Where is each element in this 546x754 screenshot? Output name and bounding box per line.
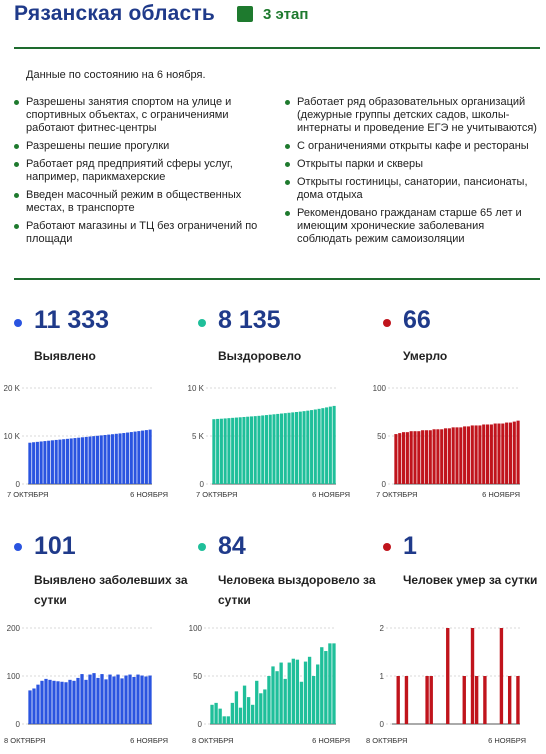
measure-text: Открыты парки и скверы (297, 158, 424, 170)
stat-label: Выздоровело (218, 349, 302, 363)
bar (308, 657, 311, 724)
bar (402, 432, 405, 484)
bar (272, 414, 275, 484)
y-tick-label: 5 K (191, 432, 204, 441)
bar (429, 430, 432, 484)
dot-icon (14, 319, 22, 327)
bar (483, 676, 486, 724)
bar (120, 678, 123, 724)
bar (36, 685, 39, 724)
bar (314, 410, 317, 484)
x-tick-label-start: 7 ОКТЯБРЯ (7, 490, 49, 499)
bar (220, 419, 223, 484)
y-tick-label: 0 (15, 720, 20, 729)
stat-label: Человека выздоровело за сутки (218, 573, 376, 607)
measures-left-list (14, 96, 269, 251)
bar (134, 432, 137, 484)
bar (242, 417, 245, 484)
measure-item (14, 189, 269, 215)
bar (128, 675, 131, 724)
bar (321, 408, 324, 484)
bar (304, 662, 307, 724)
bar (299, 412, 302, 484)
x-tick-label-end: 6 НОЯБРЯ (130, 490, 168, 499)
bar (246, 417, 249, 484)
y-tick-label: 50 (377, 432, 386, 441)
bullet-icon (14, 100, 19, 105)
bar (88, 437, 91, 484)
bar (500, 628, 503, 724)
bar (433, 429, 436, 484)
bar (509, 423, 512, 484)
bar (92, 673, 95, 724)
bullet-icon (14, 144, 19, 149)
bar (295, 412, 298, 484)
x-tick-label-start: 7 ОКТЯБРЯ (376, 490, 418, 499)
y-tick-label: 100 (372, 384, 386, 393)
measure-text: Работает ряд предприятий сферы услуг, например, парикмахерские (26, 158, 233, 183)
chart-daily-confirmed (0, 622, 182, 748)
bar (247, 697, 250, 724)
bar (259, 693, 262, 724)
bar (51, 440, 54, 484)
bar (122, 433, 125, 484)
bar (310, 410, 313, 484)
bar (115, 434, 118, 484)
bar (306, 411, 309, 484)
bar (254, 416, 257, 484)
bar (280, 414, 283, 484)
bar (463, 426, 466, 484)
bar (235, 691, 238, 724)
y-tick-label: 1 (379, 672, 384, 681)
bar (261, 415, 264, 484)
bar (463, 676, 466, 724)
bar (329, 407, 332, 484)
bar (84, 680, 87, 724)
bar (235, 418, 238, 484)
bar (112, 676, 115, 724)
bar (284, 413, 287, 484)
bar (212, 419, 215, 484)
bullet-icon (14, 224, 19, 229)
bar (517, 421, 520, 484)
stat-value: 8 135 (218, 306, 281, 334)
bar (218, 709, 221, 724)
measure-text: Введен масочный режим в общественных местах, в транспорте (26, 189, 242, 214)
bar (425, 430, 428, 484)
chart-confirmed (0, 378, 182, 502)
bar (76, 678, 79, 724)
stat-value: 1 (403, 532, 417, 560)
bar (36, 442, 39, 484)
measure-text: Разрешены занятия спортом на улице и спортивных объектах, с ограничениями работают фитнес-центры (26, 96, 232, 134)
dot-icon (383, 319, 391, 327)
bar (300, 682, 303, 724)
bar (325, 407, 328, 484)
bar (284, 679, 287, 724)
measure-item (285, 140, 540, 153)
bar (227, 418, 230, 484)
bar (126, 433, 129, 484)
bar (513, 422, 516, 484)
y-tick-label: 0 (197, 720, 202, 729)
bullet-icon (285, 100, 290, 105)
bullet-icon (14, 162, 19, 167)
dot-icon (198, 543, 206, 551)
bar (130, 432, 133, 484)
measure-item (14, 96, 269, 135)
bar (32, 442, 35, 484)
chart-daily-recovered (182, 622, 364, 748)
bar (223, 716, 226, 724)
bar (88, 675, 91, 724)
x-tick-label-end: 6 НОЯБРЯ (488, 736, 526, 745)
bar (421, 430, 424, 484)
bullet-icon (285, 144, 290, 149)
bar (149, 430, 152, 484)
bar (490, 424, 493, 484)
bar (92, 436, 95, 484)
divider-top (14, 47, 540, 49)
bar (100, 435, 103, 484)
y-tick-label: 200 (6, 624, 20, 633)
bar (66, 439, 69, 484)
bar (100, 674, 103, 724)
measure-item (285, 96, 540, 135)
bar (48, 680, 51, 724)
bar (96, 436, 99, 484)
bar (263, 689, 266, 724)
bar (471, 425, 474, 484)
y-tick-label: 100 (6, 672, 20, 681)
bar (275, 671, 278, 724)
bar (108, 675, 111, 724)
bar (227, 716, 230, 724)
bar (145, 430, 148, 484)
bar (328, 643, 331, 724)
stat-label: Выявлено (34, 349, 96, 363)
stat-label: Выявлено заболевших за сутки (34, 573, 188, 607)
x-tick-label-start: 8 ОКТЯБРЯ (4, 736, 46, 745)
bar (243, 686, 246, 724)
bar (72, 681, 75, 724)
y-tick-label: 20 K (3, 384, 20, 393)
y-tick-label: 10 K (187, 384, 204, 393)
bar (296, 660, 299, 724)
bar (137, 431, 140, 484)
bar (516, 676, 519, 724)
dot-icon (14, 543, 22, 551)
measures-right-list (285, 96, 540, 251)
bar (452, 427, 455, 484)
x-tick-label-end: 6 НОЯБРЯ (130, 736, 168, 745)
bar (430, 676, 433, 724)
y-tick-label: 0 (15, 480, 20, 489)
x-tick-label-start: 8 ОКТЯБРЯ (192, 736, 234, 745)
stage-label: 3 этап (263, 5, 309, 23)
measure-item (14, 158, 269, 184)
bar (140, 676, 143, 724)
bar (68, 680, 71, 724)
measure-text: Работают магазины и ТЦ без ограничений по площади (26, 220, 258, 245)
divider-middle (14, 278, 540, 280)
bar (40, 441, 43, 484)
bar (257, 416, 260, 484)
header (14, 0, 308, 28)
bar (70, 438, 73, 484)
bar (292, 659, 295, 724)
bar (148, 676, 151, 724)
x-tick-label-start: 7 ОКТЯБРЯ (196, 490, 238, 499)
bar (85, 437, 88, 484)
bar (269, 415, 272, 484)
measure-text: Открыты гостиницы, санатории, пансионаты, дома отдыха (297, 176, 528, 201)
bar (214, 703, 217, 724)
bar (486, 424, 489, 484)
bar (318, 409, 321, 484)
y-tick-label: 2 (379, 624, 384, 633)
bar (56, 681, 59, 724)
bar (73, 438, 76, 484)
bar (132, 677, 135, 724)
bar (81, 437, 84, 484)
page-title: Рязанская область (14, 2, 216, 25)
bar (320, 647, 323, 724)
chart-daily-deaths (364, 622, 546, 748)
bar (276, 414, 279, 484)
bar (111, 434, 114, 484)
bar (43, 441, 46, 484)
bar (267, 676, 270, 724)
bullet-icon (285, 162, 290, 167)
bar (239, 417, 242, 484)
bar (231, 703, 234, 724)
bar (291, 412, 294, 484)
bar (116, 675, 119, 724)
stat-value: 84 (218, 532, 246, 560)
bar (58, 440, 61, 484)
bar (251, 705, 254, 724)
bar (455, 427, 458, 484)
bar (444, 428, 447, 484)
measure-item (285, 207, 540, 246)
y-tick-label: 0 (199, 480, 204, 489)
bar (119, 433, 122, 484)
dot-icon (198, 319, 206, 327)
y-tick-label: 50 (193, 672, 202, 681)
bar (467, 426, 470, 484)
stat-value: 66 (403, 306, 431, 334)
bar (448, 428, 451, 484)
bullet-icon (285, 211, 290, 216)
measure-item (285, 158, 540, 171)
stat-value: 11 333 (34, 306, 110, 334)
bar (47, 441, 50, 484)
y-tick-label: 10 K (3, 432, 20, 441)
bar (239, 708, 242, 724)
measure-item (14, 220, 269, 246)
bar (279, 663, 282, 724)
bar (62, 439, 65, 484)
bar (459, 427, 462, 484)
bar (406, 432, 409, 484)
bar (440, 429, 443, 484)
y-tick-label: 100 (188, 624, 202, 633)
bar (103, 435, 106, 484)
y-tick-label: 0 (381, 480, 386, 489)
x-tick-label-end: 6 НОЯБРЯ (312, 490, 350, 499)
bar (77, 438, 80, 484)
bar (475, 676, 478, 724)
bar (216, 419, 219, 484)
bar (255, 681, 258, 724)
bar (324, 651, 327, 724)
bar (231, 418, 234, 484)
bar (60, 682, 63, 724)
bar (425, 676, 428, 724)
bar (405, 676, 408, 724)
bar (224, 418, 227, 484)
measure-text: С ограничениями открыты кафе и рестораны (297, 140, 529, 152)
x-tick-label-end: 6 НОЯБРЯ (312, 736, 350, 745)
bar (312, 676, 315, 724)
bar (417, 431, 420, 484)
bar (497, 424, 500, 484)
measure-item (14, 140, 269, 153)
bar (28, 690, 31, 724)
bar (505, 423, 508, 484)
bullet-icon (285, 180, 290, 185)
bar (64, 682, 67, 724)
bar (501, 424, 504, 484)
bar (471, 628, 474, 724)
stage-square-icon (237, 6, 253, 22)
dot-icon (383, 543, 391, 551)
bar (80, 674, 83, 724)
stat-value: 101 (34, 532, 76, 560)
bar (508, 676, 511, 724)
bar (250, 416, 253, 484)
chart-recovered (182, 378, 364, 502)
bar (494, 424, 497, 484)
bar (124, 676, 127, 724)
bar (303, 411, 306, 484)
measure-item (285, 176, 540, 202)
bar (394, 434, 397, 484)
bar (44, 679, 47, 724)
bar (107, 435, 110, 484)
bar (436, 429, 439, 484)
bar (410, 431, 413, 484)
bar (271, 666, 274, 724)
bar (136, 675, 139, 724)
bar (332, 643, 335, 724)
x-tick-label-end: 6 НОЯБРЯ (482, 490, 520, 499)
bar (482, 424, 485, 484)
stat-label: Человек умер за сутки (403, 573, 538, 587)
bar (28, 443, 31, 484)
bar (55, 440, 58, 484)
measure-text: Разрешены пешие прогулки (26, 140, 170, 152)
chart-deaths (364, 378, 546, 502)
stage-badge (237, 6, 308, 23)
bar (475, 425, 478, 484)
bar (144, 676, 147, 724)
bar (398, 433, 401, 484)
bar (413, 431, 416, 484)
bar (397, 676, 400, 724)
x-tick-label-start: 8 ОКТЯБРЯ (366, 736, 408, 745)
bar (446, 628, 449, 724)
bar (32, 688, 35, 724)
bar (287, 413, 290, 484)
bar (333, 406, 336, 484)
measure-text: Рекомендовано гражданам старше 65 лет и имеющим хронические заболевания соблюдать режим самоизоляции (297, 207, 522, 245)
bar (52, 681, 55, 724)
bullet-icon (14, 193, 19, 198)
date-note: Данные по состоянию на 6 ноября. (26, 69, 206, 81)
bar (141, 431, 144, 484)
bar (40, 681, 43, 724)
bar (316, 664, 319, 724)
bar (96, 678, 99, 724)
bar (104, 679, 107, 724)
bar (265, 415, 268, 484)
bar (210, 705, 213, 724)
y-tick-label: 0 (379, 720, 384, 729)
bar (288, 663, 291, 724)
measure-text: Работает ряд образовательных организаций (дежурные группы детских садов, школы-интернаты и проведение ЕГЭ не учитываются) (297, 96, 537, 134)
stat-label: Умерло (403, 349, 448, 363)
bar (478, 425, 481, 484)
